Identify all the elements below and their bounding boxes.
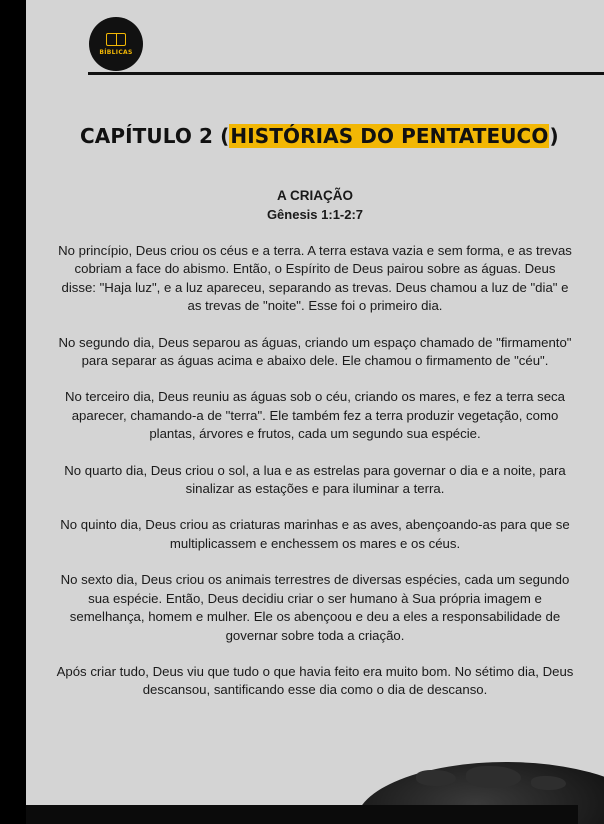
chapter-title [80, 124, 600, 148]
paragraph-day-4: No quarto dia, Deus criou o sol, a lua e as estrelas para governar o dia e a noite, para sinalizar as estações e para iluminar a terra. [64, 462, 566, 497]
paragraph-day-2: No segundo dia, Deus separou as águas, criando um espaço chamado de "firmamento" para separar as águas acima e abaixo dele. Ele chamou o firmamento de "céu". [58, 334, 572, 369]
chapter-content [56, 186, 574, 718]
footer-band [26, 805, 578, 824]
chapter-title-prefix: CAPÍTULO 2 ( [80, 124, 230, 148]
paragraph-day-7: Após criar tudo, Deus viu que tudo o que havia feito era muito bom. No sétimo dia, Deus descansou, santificando esse dia como o dia de descanso. [56, 663, 574, 698]
scripture-reference: Gênesis 1:1-2:7 [266, 207, 364, 222]
paragraph-day-6: No sexto dia, Deus criou os animais terrestres de diversas espécies, cada um segundo sua espécie. Então, Deus decidiu criar o ser humano à Sua própria imagem e semelhança, homem e mulher. Ele os abençoou e deu a eles a responsabilidade de governar sobre toda a criação. [60, 572, 570, 643]
header-divider [88, 72, 604, 75]
logo [89, 17, 143, 71]
paragraph-day-1: No princípio, Deus criou os céus e a terra. A terra estava vazia e sem forma, e as trevas cobriam a face do abismo. Então, o Espírito de Deus pairou sobre as águas. Deus disse: "Haja luz", e a luz apareceu, separando as trevas. Deus chamou a luz de "dia" e as trevas de "noite". Esse foi o primeiro dia. [58, 243, 572, 314]
paragraph-day-5: No quinto dia, Deus criou as criaturas marinhas e as aves, abençoando-as para que se multiplicassem e enchessem os mares e os céus. [60, 517, 570, 551]
document-page [26, 0, 604, 824]
chapter-title-suffix: ) [549, 124, 559, 148]
paragraph-day-3: No terceiro dia, Deus reuniu as águas sob o céu, criando os mares, e fez a terra seca aparecer, chamando-a de "terra". Ele também fez a terra produzir vegetação, como plantas, árvores e frutos, cada um segundo sua espécie. [65, 389, 565, 442]
open-book-icon [106, 33, 126, 46]
section-title: A CRIAÇÃO [277, 188, 353, 203]
chapter-title-highlight: HISTÓRIAS DO PENTATEUCO [230, 124, 549, 148]
logo-text: BÍBLICAS [99, 48, 133, 56]
